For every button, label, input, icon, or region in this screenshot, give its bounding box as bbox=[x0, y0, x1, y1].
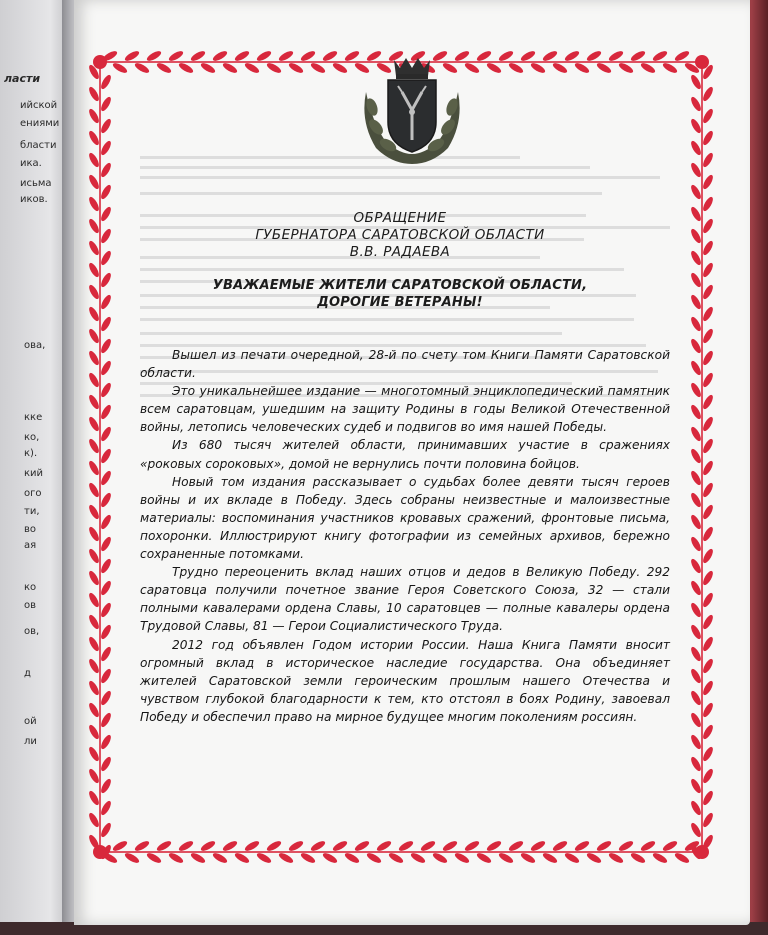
border-leaf bbox=[99, 139, 113, 156]
border-corner-rosette bbox=[93, 845, 107, 859]
border-leaf bbox=[629, 851, 646, 865]
border-leaf bbox=[87, 591, 101, 608]
border-leaf bbox=[99, 381, 113, 398]
border-leaf bbox=[87, 173, 101, 190]
border-leaf bbox=[87, 305, 101, 322]
border-leaf bbox=[87, 393, 101, 410]
left-page-text-fragment: ениями bbox=[20, 118, 60, 129]
border-leaf bbox=[99, 601, 113, 618]
border-leaf bbox=[87, 437, 101, 454]
border-leaf bbox=[689, 755, 703, 772]
border-leaf bbox=[189, 851, 206, 865]
border-leaf bbox=[689, 469, 703, 486]
border-leaf bbox=[145, 851, 162, 865]
border-leaf bbox=[701, 195, 715, 212]
border-leaf bbox=[99, 733, 113, 750]
paragraph-5: Трудно переоценить вклад наших отцов и дедов в Великую Победу. 292 саратовца получили почетное звание Героя Советского Союза, 32 — стали полными кавалерами ордена Славы, 10 саратовцев — полные кавалеры ордена Трудовой Славы, 81 — Герои Социалистического Труда. bbox=[140, 565, 670, 634]
border-leaf bbox=[177, 61, 194, 75]
border-leaf bbox=[607, 49, 624, 63]
left-page-text-fragment: ой bbox=[24, 716, 37, 727]
border-leaf bbox=[463, 839, 480, 853]
border-leaf bbox=[111, 61, 128, 75]
border-leaf bbox=[701, 349, 715, 366]
border-leaf bbox=[87, 767, 101, 784]
border-leaf bbox=[87, 239, 101, 256]
left-page-text-fragment: ов bbox=[24, 600, 37, 611]
border-leaf bbox=[585, 49, 602, 63]
border-leaf bbox=[689, 645, 703, 662]
appeal-title-line-2: ГУБЕРНАТОРА САРАТОВСКОЙ ОБЛАСТИ bbox=[255, 227, 545, 243]
border-leaf bbox=[309, 61, 326, 75]
border-leaf bbox=[689, 601, 703, 618]
left-page-text-fragment: ая bbox=[24, 540, 37, 551]
border-leaf bbox=[99, 777, 113, 794]
left-page-text-fragment: кке bbox=[24, 412, 43, 423]
border-leaf bbox=[595, 61, 612, 75]
border-leaf bbox=[617, 61, 634, 75]
border-leaf bbox=[99, 447, 113, 464]
border-leaf bbox=[689, 95, 703, 112]
border-leaf bbox=[87, 701, 101, 718]
left-page-text-fragment: бласти bbox=[20, 140, 57, 151]
paragraph-6: 2012 год объявлен Годом истории России. Наша Книга Памяти вносит огромный вклад в историческое наследие государства. Она объединяет жителей Саратовской земли героическим прошлым нашего Отечества и чувством глубокой благодарности к тем, кто отстоял в боях Родину, завоевал Победу и обеспечил право на мирное будущее многим поколениям россиян. bbox=[140, 637, 670, 724]
border-leaf bbox=[701, 305, 715, 322]
border-leaf bbox=[689, 579, 703, 596]
border-leaf bbox=[87, 789, 101, 806]
border-leaf bbox=[689, 821, 703, 838]
border-leaf bbox=[87, 459, 101, 476]
border-leaf bbox=[701, 569, 715, 586]
left-page-text-fragment: иков. bbox=[20, 194, 48, 205]
appeal-title-line-1: ОБРАЩЕНИЕ bbox=[353, 210, 447, 226]
border-leaf bbox=[689, 689, 703, 706]
border-leaf bbox=[463, 61, 480, 75]
border-leaf bbox=[689, 249, 703, 266]
border-leaf bbox=[87, 635, 101, 652]
border-leaf bbox=[299, 851, 316, 865]
border-leaf bbox=[353, 839, 370, 853]
border-leaf bbox=[519, 49, 536, 63]
border-leaf bbox=[99, 469, 113, 486]
border-leaf bbox=[133, 839, 150, 853]
border-leaf bbox=[99, 315, 113, 332]
border-leaf bbox=[87, 283, 101, 300]
border-leaf bbox=[701, 811, 715, 828]
border-leaf bbox=[99, 73, 113, 90]
border-leaf bbox=[689, 183, 703, 200]
border-leaf bbox=[211, 851, 228, 865]
border-leaf bbox=[99, 95, 113, 112]
border-leaf bbox=[701, 503, 715, 520]
border-leaf bbox=[639, 839, 656, 853]
border-leaf bbox=[277, 49, 294, 63]
border-leaf bbox=[331, 61, 348, 75]
border-leaf bbox=[87, 217, 101, 234]
border-leaf bbox=[485, 61, 502, 75]
border-corner-rosette bbox=[695, 55, 709, 69]
border-leaf bbox=[661, 61, 678, 75]
paragraph-1: Вышел из печати очередной, 28-й по счету том Книги Памяти Саратовской области. bbox=[140, 348, 670, 381]
border-leaf bbox=[419, 839, 436, 853]
left-page-text-fragment: ого bbox=[24, 488, 42, 499]
border-leaf bbox=[87, 415, 101, 432]
border-leaf bbox=[541, 851, 558, 865]
border-leaf bbox=[529, 839, 546, 853]
border-leaf bbox=[331, 839, 348, 853]
border-leaf bbox=[701, 745, 715, 762]
border-leaf bbox=[123, 49, 140, 63]
border-leaf bbox=[701, 547, 715, 564]
border-leaf bbox=[155, 61, 172, 75]
border-leaf bbox=[87, 151, 101, 168]
border-leaf bbox=[585, 851, 602, 865]
border-leaf bbox=[87, 569, 101, 586]
border-leaf bbox=[87, 261, 101, 278]
border-leaf bbox=[99, 183, 113, 200]
border-leaf bbox=[701, 217, 715, 234]
border-leaf bbox=[651, 49, 668, 63]
border-leaf bbox=[689, 623, 703, 640]
border-leaf bbox=[99, 337, 113, 354]
border-leaf bbox=[99, 293, 113, 310]
border-leaf bbox=[689, 337, 703, 354]
border-leaf bbox=[99, 359, 113, 376]
border-leaf bbox=[387, 851, 404, 865]
border-leaf bbox=[87, 525, 101, 542]
border-leaf bbox=[111, 839, 128, 853]
border-leaf bbox=[689, 799, 703, 816]
border-leaf bbox=[701, 657, 715, 674]
border-leaf bbox=[701, 767, 715, 784]
border-leaf bbox=[497, 49, 514, 63]
border-leaf bbox=[409, 851, 426, 865]
border-leaf bbox=[689, 535, 703, 552]
border-leaf bbox=[701, 151, 715, 168]
border-leaf bbox=[701, 459, 715, 476]
border-leaf bbox=[651, 851, 668, 865]
border-leaf bbox=[689, 139, 703, 156]
border-leaf bbox=[701, 437, 715, 454]
border-leaf bbox=[87, 657, 101, 674]
left-page-text-fragment: ика. bbox=[20, 158, 42, 169]
border-leaf bbox=[629, 49, 646, 63]
border-leaf bbox=[689, 491, 703, 508]
border-leaf bbox=[199, 61, 216, 75]
paragraph-3: Из 680 тысяч жителей области, принимавших участие в сражениях «роковых сороковых», домой не вернулись почти половина бойцов. bbox=[140, 438, 670, 471]
border-leaf bbox=[689, 359, 703, 376]
border-leaf bbox=[689, 513, 703, 530]
left-page-text-fragment: ласти bbox=[4, 72, 41, 85]
left-page-text-fragment: ли bbox=[24, 736, 37, 747]
border-leaf bbox=[701, 173, 715, 190]
border-leaf bbox=[99, 249, 113, 266]
border-leaf bbox=[87, 503, 101, 520]
border-leaf bbox=[145, 49, 162, 63]
border-leaf bbox=[99, 425, 113, 442]
border-leaf bbox=[99, 271, 113, 288]
border-leaf bbox=[99, 623, 113, 640]
appeal-title-line-3: В.В. РАДАЕВА bbox=[349, 244, 451, 260]
border-leaf bbox=[453, 851, 470, 865]
border-leaf bbox=[475, 851, 492, 865]
border-leaf bbox=[689, 733, 703, 750]
appeal-body bbox=[140, 346, 670, 726]
border-leaf bbox=[233, 851, 250, 865]
border-leaf bbox=[701, 393, 715, 410]
border-leaf bbox=[701, 327, 715, 344]
border-leaf bbox=[87, 745, 101, 762]
border-leaf bbox=[99, 205, 113, 222]
left-page-text-fragment: кий bbox=[24, 468, 44, 479]
border-leaf bbox=[255, 49, 272, 63]
border-leaf bbox=[99, 667, 113, 684]
salutation-line-1: УВАЖАЕМЫЕ ЖИТЕЛИ САРАТОВСКОЙ ОБЛАСТИ, bbox=[212, 278, 588, 293]
border-leaf bbox=[617, 839, 634, 853]
border-leaf bbox=[321, 49, 338, 63]
border-leaf bbox=[701, 85, 715, 102]
paragraph-4: Новый том издания рассказывает о судьбах более девяти тысяч героев войны и их вкладе в Победу. Здесь собраны неизвестные и малоизвестные материалы: воспоминания участников кровавых сражений, фронтовые письма, похоронки. Иллюстрируют книгу фотографии из семейных архивов, бережно сохраненные потомками. bbox=[140, 474, 670, 562]
border-leaf bbox=[189, 49, 206, 63]
border-leaf bbox=[701, 789, 715, 806]
border-leaf bbox=[689, 205, 703, 222]
border-leaf bbox=[99, 535, 113, 552]
border-leaf bbox=[689, 777, 703, 794]
left-page-text-fragment: ийской bbox=[20, 100, 58, 111]
border-leaf bbox=[701, 679, 715, 696]
border-leaf bbox=[87, 481, 101, 498]
border-leaf bbox=[541, 49, 558, 63]
left-page-text-fragment: ов, bbox=[24, 626, 40, 637]
border-leaf bbox=[243, 839, 260, 853]
border-leaf bbox=[689, 557, 703, 574]
border-leaf bbox=[701, 481, 715, 498]
border-leaf bbox=[99, 711, 113, 728]
border-leaf bbox=[87, 85, 101, 102]
border-leaf bbox=[701, 371, 715, 388]
border-leaf bbox=[701, 107, 715, 124]
border-leaf bbox=[177, 839, 194, 853]
border-leaf bbox=[99, 755, 113, 772]
border-leaf bbox=[87, 679, 101, 696]
salutation bbox=[130, 277, 670, 311]
border-leaf bbox=[321, 851, 338, 865]
salutation-line-2: ДОРОГИЕ ВЕТЕРАНЫ! bbox=[317, 295, 483, 310]
border-leaf bbox=[507, 61, 524, 75]
border-leaf bbox=[507, 839, 524, 853]
border-leaf bbox=[689, 425, 703, 442]
border-leaf bbox=[87, 107, 101, 124]
border-leaf bbox=[99, 161, 113, 178]
border-leaf bbox=[397, 839, 414, 853]
border-leaf bbox=[299, 49, 316, 63]
border-leaf bbox=[99, 799, 113, 816]
border-leaf bbox=[431, 851, 448, 865]
border-leaf bbox=[99, 689, 113, 706]
border-leaf bbox=[99, 645, 113, 662]
border-leaf bbox=[233, 49, 250, 63]
border-leaf bbox=[441, 839, 458, 853]
border-leaf bbox=[673, 49, 690, 63]
border-leaf bbox=[607, 851, 624, 865]
border-leaf bbox=[639, 61, 656, 75]
border-leaf bbox=[287, 839, 304, 853]
border-leaf bbox=[265, 61, 282, 75]
border-leaf bbox=[701, 525, 715, 542]
border-leaf bbox=[701, 591, 715, 608]
border-leaf bbox=[133, 61, 150, 75]
border-leaf bbox=[519, 851, 536, 865]
border-leaf bbox=[563, 851, 580, 865]
border-leaf bbox=[701, 723, 715, 740]
border-leaf bbox=[689, 161, 703, 178]
border-leaf bbox=[701, 613, 715, 630]
border-leaf bbox=[689, 381, 703, 398]
border-leaf bbox=[701, 415, 715, 432]
border-leaf bbox=[701, 239, 715, 256]
border-leaf bbox=[99, 579, 113, 596]
border-leaf bbox=[689, 447, 703, 464]
left-page-text-fragment: ова, bbox=[24, 340, 46, 351]
appeal-title bbox=[130, 210, 670, 261]
border-leaf bbox=[497, 851, 514, 865]
border-leaf bbox=[563, 49, 580, 63]
border-leaf bbox=[243, 61, 260, 75]
border-leaf bbox=[673, 851, 690, 865]
left-page-text-fragment: ко bbox=[24, 582, 37, 593]
left-page-text-fragment: ко, bbox=[24, 432, 40, 443]
border-leaf bbox=[661, 839, 678, 853]
border-leaf bbox=[155, 839, 172, 853]
border-leaf bbox=[689, 711, 703, 728]
border-leaf bbox=[87, 195, 101, 212]
border-leaf bbox=[689, 667, 703, 684]
border-leaf bbox=[701, 283, 715, 300]
border-leaf bbox=[99, 557, 113, 574]
border-leaf bbox=[265, 839, 282, 853]
border-leaf bbox=[87, 613, 101, 630]
left-page-text-fragment: во bbox=[24, 524, 37, 535]
border-leaf bbox=[199, 839, 216, 853]
border-leaf bbox=[287, 61, 304, 75]
border-leaf bbox=[529, 61, 546, 75]
border-leaf bbox=[255, 851, 272, 865]
border-leaf bbox=[475, 49, 492, 63]
border-leaf bbox=[689, 227, 703, 244]
border-leaf bbox=[701, 129, 715, 146]
border-leaf bbox=[309, 839, 326, 853]
border-leaf bbox=[573, 839, 590, 853]
border-leaf bbox=[221, 61, 238, 75]
border-leaf bbox=[87, 327, 101, 344]
left-page-text-fragment: д bbox=[24, 668, 31, 679]
coat-of-arms-icon bbox=[358, 52, 466, 168]
border-leaf bbox=[573, 61, 590, 75]
border-leaf bbox=[99, 513, 113, 530]
border-leaf bbox=[211, 49, 228, 63]
border-leaf bbox=[689, 117, 703, 134]
border-leaf bbox=[551, 839, 568, 853]
border-leaf bbox=[701, 701, 715, 718]
border-leaf bbox=[689, 293, 703, 310]
border-leaf bbox=[689, 271, 703, 288]
border-leaf bbox=[167, 49, 184, 63]
border-leaf bbox=[99, 491, 113, 508]
border-leaf bbox=[701, 635, 715, 652]
border-leaf bbox=[221, 839, 238, 853]
border-leaf bbox=[375, 839, 392, 853]
border-leaf bbox=[99, 821, 113, 838]
border-leaf bbox=[689, 73, 703, 90]
border-leaf bbox=[277, 851, 294, 865]
border-leaf bbox=[87, 723, 101, 740]
border-leaf bbox=[87, 129, 101, 146]
border-leaf bbox=[701, 261, 715, 278]
paragraph-2: Это уникальнейшее издание — многотомный энциклопедический памятник всем саратовцам, ушедшим на защиту Родины в годы Великой Отечественной войны, летопись человеческих судеб и подвигов во имя нашей Победы. bbox=[140, 384, 670, 435]
border-leaf bbox=[99, 227, 113, 244]
border-leaf bbox=[123, 851, 140, 865]
border-corner-rosette bbox=[695, 845, 709, 859]
border-leaf bbox=[485, 839, 502, 853]
border-leaf bbox=[87, 371, 101, 388]
border-leaf bbox=[87, 811, 101, 828]
border-leaf bbox=[87, 349, 101, 366]
border-leaf bbox=[689, 315, 703, 332]
border-leaf bbox=[365, 851, 382, 865]
border-leaf bbox=[551, 61, 568, 75]
border-leaf bbox=[87, 547, 101, 564]
border-leaf bbox=[99, 403, 113, 420]
left-page-text-fragment: исьма bbox=[20, 178, 52, 189]
border-corner-rosette bbox=[93, 55, 107, 69]
left-page-text-fragment: ти, bbox=[24, 506, 40, 517]
border-leaf bbox=[689, 403, 703, 420]
border-leaf bbox=[343, 851, 360, 865]
border-leaf bbox=[99, 117, 113, 134]
border-leaf bbox=[167, 851, 184, 865]
left-page-text-fragment: к). bbox=[24, 448, 38, 459]
border-leaf bbox=[595, 839, 612, 853]
